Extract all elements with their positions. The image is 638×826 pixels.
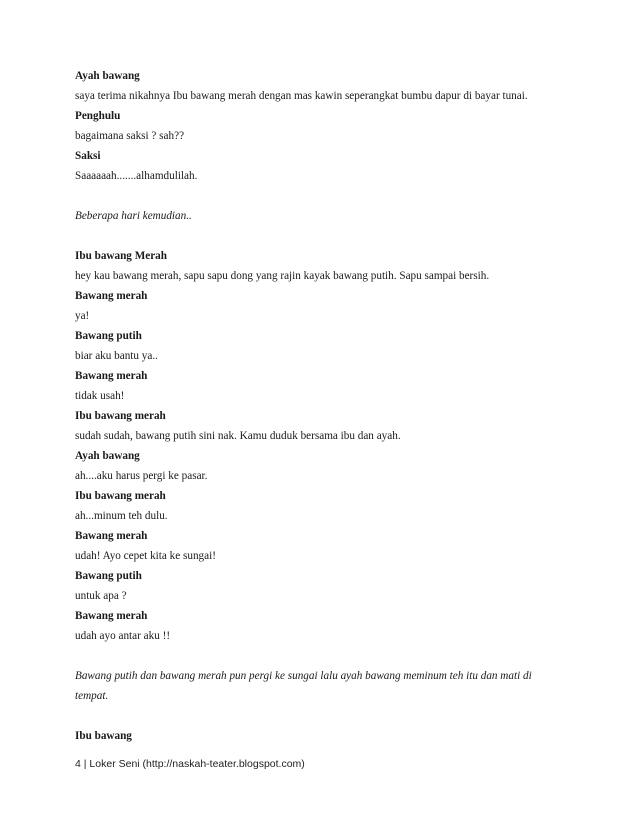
speaker-name: Ayah bawang [75,450,140,462]
dialogue-line: ah...minum teh dulu. [75,510,168,522]
speaker-name: Bawang merah [75,530,148,542]
speaker-name: Ayah bawang [75,70,140,82]
speaker-name: Ibu bawang [75,730,132,742]
stage-direction: Bawang putih dan bawang merah pun pergi ke sungai lalu ayah bawang meminum teh itu dan mati di tempat. [75,670,532,702]
blank-line [75,646,565,666]
speaker-name: Ibu bawang merah [75,490,166,502]
speaker-name: Penghulu [75,110,121,122]
page-number: 4 [75,758,81,770]
dialogue-line: untuk apa ? [75,590,127,602]
speaker-name: Saksi [75,150,101,162]
blank-line [75,706,565,726]
script-body [75,66,565,746]
dialogue-line: bagaimana saksi ? sah?? [75,130,185,142]
dialogue-line: hey kau bawang merah, sapu sapu dong yang rajin kayak bawang putih. Sapu sampai bersih. [75,270,490,282]
speaker-name: Bawang putih [75,330,142,342]
dialogue-line: saya terima nikahnya Ibu bawang merah dengan mas kawin seperangkat bumbu dapur di bayar tunai. [75,90,528,102]
blank-line [75,226,565,246]
dialogue-line: tidak usah! [75,390,125,402]
dialogue-line: Saaaaaah.......alhamdulilah. [75,170,198,182]
speaker-name: Bawang merah [75,370,148,382]
speaker-name: Ibu bawang Merah [75,250,168,262]
speaker-name: Bawang putih [75,570,142,582]
footer-text: Loker Seni (http://naskah-teater.blogspot.com) [89,758,305,770]
dialogue-line: udah ayo antar aku !! [75,630,171,642]
speaker-name: Bawang merah [75,610,148,622]
dialogue-line: udah! Ayo cepet kita ke sungai! [75,550,216,562]
stage-direction: Beberapa hari kemudian.. [75,210,192,222]
dialogue-line: ya! [75,310,90,322]
dialogue-line: biar aku bantu ya.. [75,350,158,362]
footer-separator: | [83,758,87,770]
speaker-name: Bawang merah [75,290,148,302]
dialogue-line: ah....aku harus pergi ke pasar. [75,470,208,482]
page-footer [75,757,305,771]
dialogue-line: sudah sudah, bawang putih sini nak. Kamu duduk bersama ibu dan ayah. [75,430,401,442]
speaker-name: Ibu bawang merah [75,410,166,422]
blank-line [75,186,565,206]
